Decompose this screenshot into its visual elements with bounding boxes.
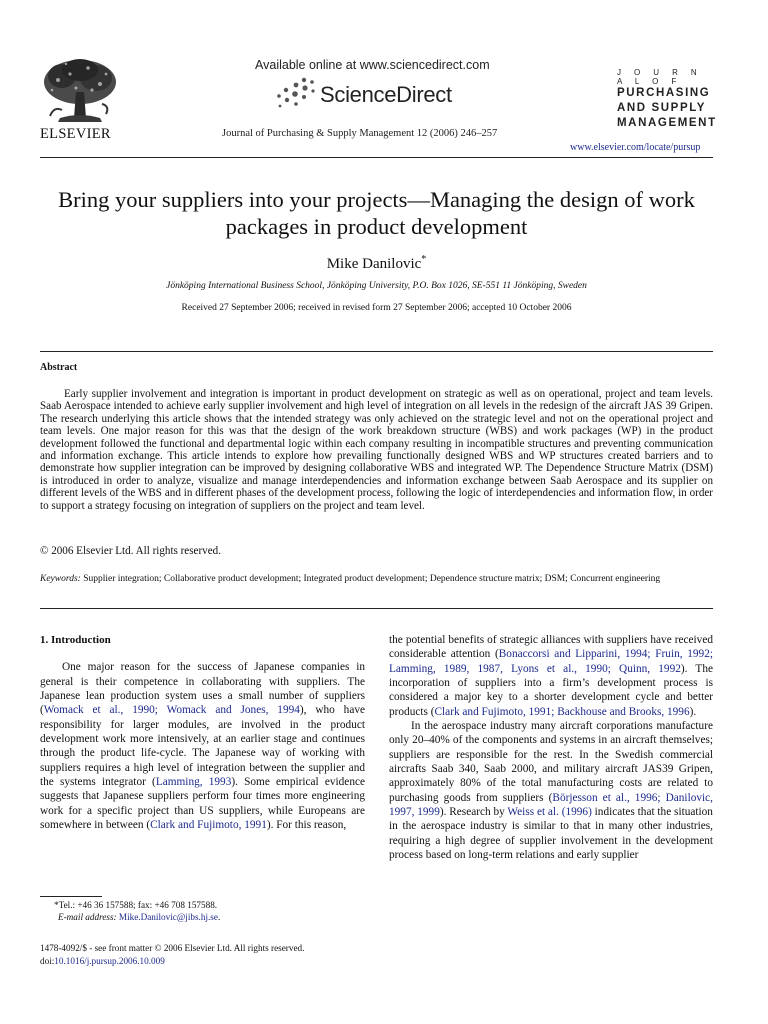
article-title-line2: packages in product development: [225, 214, 528, 239]
issn-line: 1478-4092/$ - see front matter © 2006 Elsevier Ltd. All rights reserved.: [40, 943, 305, 953]
doi-link[interactable]: 10.1016/j.pursup.2006.10.009: [54, 956, 165, 966]
header-divider: [40, 157, 713, 158]
author-footnote-mark[interactable]: *: [421, 254, 427, 265]
abstract-text: Early supplier involvement and integration is important in product development on strategic as well as on operational, project and team levels. Saab Aerospace intended to achieve early supplier involvement and high level of integration on all levels in the redesign of the aircraft JAS 39 Gripen. The research underlying this article shows that the intended strategy was only achieved on the strategic level and not on the operational project and team levels. One major reason for this was that the design of the work breakdown structure (WBS) and work packages (WP) in the product development followed the functional and departmental logic within each company resulting in incompatible structures and preventing communication and information exchange. This article intends to explore how prevailing functionally designed WBS and WP structures created barriers and to demonstrate how supplier integration can be improved by designing collaborative WBS and integrated WP. The Dependence Structure Matrix (DSM) is introduced in order to analyze, visualize and manage interdependencies and information exchange between Saab Aerospace and its supplier on different levels of the WBS and in different phases of the development process, following the logic of interdependencies and information flow, in order to support a strategy focusing on integration of suppliers on the project and team level.: [40, 388, 713, 512]
journal-logo-line1: J O U R N A L O F: [617, 68, 703, 86]
article-title: [40, 186, 713, 240]
received-dates: Received 27 September 2006; received in revised form 27 September 2006; accepted 10 October 2006: [181, 303, 572, 313]
author-footnote: *Tel.: +46 36 157588; fax: +46 708 157588. E-mail address: Mike.Danilovic@jibs.hj.se.: [40, 899, 365, 923]
journal-logo-line2: PURCHASING: [617, 87, 711, 99]
sciencedirect-wordmark: ScienceDirect: [320, 82, 452, 107]
author-affiliation: Jönköping International Business School, Jönköping University, P.O. Box 1026, SE-551 11 Jönköping, Sweden: [166, 281, 587, 291]
citation-link[interactable]: Börjesson et al., 1996; Danilovic, 1997, 1999: [389, 791, 713, 819]
intro-paragraph-1: One major reason for the success of Japanese companies in general is their competence in collaborating with suppliers. The Japanese lean production system uses a small number of suppliers (Womack et al., 1990; Womack and Jones, 1994), who have responsibility for larger modules, are involved in the product development work more intensively, at an earlier stage and continues through the product life-cycle. The Japanese way of working with suppliers requires a high level of integration between the supplier and the systems integrator (Lamming, 1993). Some empirical evidence suggests that Japanese suppliers perform four times more engineering work for a specific project than US suppliers, while Europeans are somewhere in between (Clark and Fujimoto, 1991). For this reason,: [40, 661, 366, 832]
intro-paragraph-continued: the potential benefits of strategic alliances with suppliers have received considerable attention (Bonaccorsi and Lipparini, 1994; Fruin, 1992; Lamming, 1989, 1987, Lyons et al., 1990; Quinn, 1992). The incorporation of suppliers into a firm’s development process is considered a major key to a shorter development cycle and better products (Clark and Fujimoto, 1991; Backhouse and Brooks, 1996).: [389, 634, 713, 718]
journal-logo: [617, 68, 715, 131]
abstract-bottom-divider: [40, 608, 713, 609]
intro-paragraph-2: In the aerospace industry many aircraft corporations manufacture only 20–40% of the components and systems in an aircraft themselves; suppliers are responsible for the rest. In the Swedish commercial aircrafts Saab 340, Saab 2000, and military aircraft JAS39 Gripen, approximately 80% of the total manufacturing costs are related to purchasing goods from suppliers (Börjesson et al., 1996; Danilovic, 1997, 1999). Research by Weiss et al. (1996) indicates that the situation in the aerospace industry is similar to that in many other industries, requiring a high degree of supplier involvement in the development process based on long-term relations and early supplier: [389, 720, 713, 862]
citation-link[interactable]: Clark and Fujimoto, 1991; Backhouse and Brooks, 1996: [434, 705, 690, 718]
available-online-text[interactable]: Available online at www.sciencedirect.com: [255, 58, 490, 72]
keywords: [40, 573, 713, 585]
right-column: [389, 633, 713, 863]
citation-link[interactable]: Bonaccorsi and Lipparini, 1994; Fruin, 1992; Lamming, 1989, 1987, Lyons et al., 1990; Quinn, 1992: [389, 648, 713, 675]
author-line: [40, 254, 713, 273]
abstract-copyright: © 2006 Elsevier Ltd. All rights reserved.: [40, 545, 221, 557]
front-matter: [40, 942, 370, 968]
left-column: [40, 633, 365, 832]
email-label: E-mail address:: [58, 912, 117, 922]
abstract-heading: Abstract: [40, 362, 78, 373]
journal-url-link[interactable]: www.elsevier.com/locate/pursup: [570, 142, 701, 153]
author-email-link[interactable]: Mike.Danilovic@jibs.hj.se: [118, 912, 218, 922]
doi-label: doi:: [40, 956, 55, 966]
footnote-contact: *Tel.: +46 36 157588; fax: +46 708 157588.: [54, 900, 218, 910]
citation-link[interactable]: Lamming, 1993: [155, 776, 232, 789]
keywords-label: Keywords:: [40, 574, 81, 584]
journal-logo-line4: MANAGEMENT: [617, 117, 717, 129]
journal-logo-line3: AND SUPPLY: [617, 102, 707, 114]
footnote-divider: [40, 896, 102, 897]
author-name: Mike Danilovic: [326, 256, 422, 272]
article-title-line1: Bring your suppliers into your projects—Managing the design of work: [58, 187, 695, 212]
citation-link[interactable]: Clark and Fujimoto, 1991: [150, 819, 267, 832]
citation-link[interactable]: Weiss et al. (1996): [507, 806, 592, 819]
abstract-top-divider: [40, 351, 713, 352]
sciencedirect-dots-icon: [274, 76, 316, 110]
journal-citation: Journal of Purchasing & Supply Management 12 (2006) 246–257: [222, 128, 498, 139]
publisher-name: ELSEVIER: [40, 126, 111, 142]
citation-link[interactable]: Womack et al., 1990; Womack and Jones, 1994: [43, 704, 300, 717]
keywords-list: Supplier integration; Collaborative product development; Integrated product development; Dependence structure matrix; DSM; Concurrent engineering: [83, 574, 661, 584]
section-heading-introduction: 1. Introduction: [40, 634, 111, 646]
abstract-body: [40, 388, 713, 512]
